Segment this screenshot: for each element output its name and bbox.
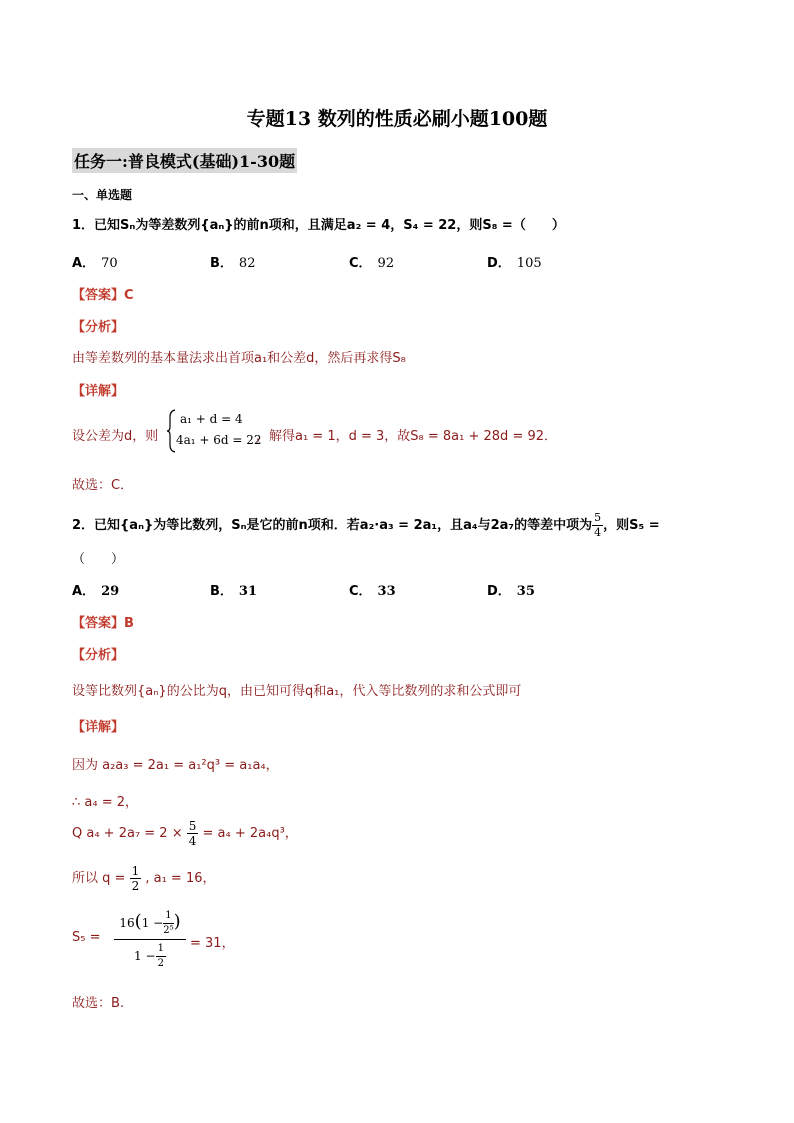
s5-label: S₅ = [72, 930, 101, 945]
q2-analysis-tag: 【分析】 [72, 648, 125, 663]
q1-detail-suffix: ，解得a₁ = 1，d = 3，故S₈ = 8a₁ + 28d = 92． [256, 429, 558, 444]
question-2-stem: 2．已知{aₙ}为等比数列，Sₙ是它的前n项和．若a₂·a₃ = 2a₁，且a₄与2a₇的等差中项为 $\frac{5}{4}$ ，则S₅ = [72, 511, 660, 539]
s5-denominator: 1 − $\frac{1}{2}$ [134, 943, 164, 969]
q1-option-d: D． 105 [487, 256, 542, 271]
question-2-paren: （ ） [72, 552, 125, 567]
q2-analysis-text: 设等比数列{aₙ}的公比为q，由已知可得q和a₁，代入等比数列的求和公式即可 [72, 684, 522, 699]
question-1-stem: 1．已知Sₙ为等差数列{aₙ}的前n项和，且满足a₂ = 4，S₄ = 22，则S₈ =（ ） [72, 218, 565, 233]
q1-analysis-tag: 【分析】 [72, 320, 125, 335]
q2-answer: 【答案】B [72, 616, 134, 631]
q1-answer: 【答案】C [72, 288, 134, 303]
q2-conclusion: 故选：B. [72, 996, 125, 1011]
q1-option-a: A． 70 [72, 256, 118, 271]
q1-detail-tag: 【详解】 [72, 384, 125, 399]
section-heading: 一、单选题 [72, 188, 133, 202]
s5-fraction [112, 905, 188, 971]
left-brace-icon [166, 409, 176, 453]
q2-detail-line-3: Q a₄ + 2a₇ = 2 × $\frac{5}{4}$ = a₄ + 2a₄q³， [72, 819, 298, 848]
page-title: 专题13 数列的性质必刷小题100题 [246, 108, 548, 130]
q1-conclusion: 故选：C． [72, 478, 134, 493]
q2-option-d: D． 35 [487, 584, 535, 599]
q2-detail-tag: 【详解】 [72, 720, 125, 735]
task-heading: 任务一:普良模式(基础)1-30题 [72, 148, 297, 173]
q2-option-b: B． 31 [210, 584, 258, 599]
q2-detail-line-2: ∴ a₄ = 2， [72, 795, 139, 810]
q1-option-b: B． 82 [210, 256, 256, 271]
s5-numerator: 16(1 − $\frac{1}{\text{2⁵}}$ ) [119, 910, 181, 936]
q1-option-c: C． 92 [349, 256, 395, 271]
q2-option-c: C． 33 [349, 584, 396, 599]
q2-detail-line-4: 所以 q = $\frac{1}{2}$ , a₁ = 16， [72, 864, 216, 893]
q2-detail-line-1: 因为 a₂a₃ = 2a₁ = a₁²q³ = a₁a₄， [72, 758, 279, 773]
q2-option-a: A． 29 [72, 584, 120, 599]
q1-analysis-text: 由等差数列的基本量法求出首项a₁和公差d，然后再求得S₈ [72, 351, 406, 366]
q1-detail-prefix: 设公差为d，则 [72, 429, 159, 444]
s5-result: = 31， [190, 936, 235, 951]
